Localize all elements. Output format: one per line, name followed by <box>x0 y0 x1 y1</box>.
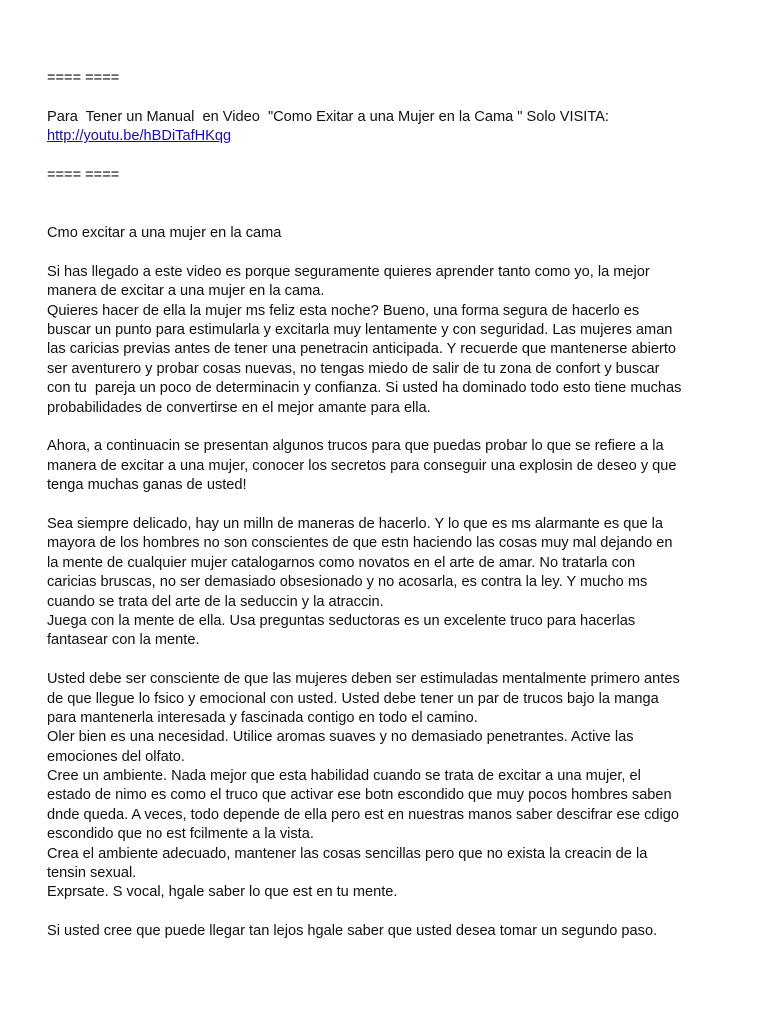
spacer <box>47 651 737 670</box>
separator-bottom: ==== ==== <box>47 166 120 183</box>
paragraph-line: Exprsate. S vocal, hgale saber lo que est en tu mente. <box>47 884 398 901</box>
paragraph-line: Cree un ambiente. Nada mejor que esta habilidad cuando se trata de excitar a una mujer, el <box>47 768 641 785</box>
paragraph <box>47 670 737 903</box>
promo-line: Para Tener un Manual en Video "Como Exitar a una Mujer en la Cama " Solo VISITA: <box>47 108 609 125</box>
paragraph <box>47 263 737 418</box>
separator-top: ==== ==== <box>47 70 120 86</box>
paragraph-line: la mente de cualquier mujer catalogarnos como novatos en el arte de amar. No tratarla con <box>47 554 636 571</box>
spacer <box>47 147 737 166</box>
document-page <box>47 69 737 942</box>
paragraph-line: Si has llegado a este video es porque seguramente quieres aprender tanto como yo, la mejor <box>47 263 650 280</box>
spacer <box>47 244 737 263</box>
paragraph-line: manera de excitar a una mujer, conocer los secretos para conseguir una explosin de deseo y que <box>47 457 677 474</box>
promo-link-line <box>47 127 737 146</box>
paragraph-line: emociones del olfato. <box>47 748 185 765</box>
paragraph-line: manera de excitar a una mujer en la cama. <box>47 283 325 300</box>
paragraph-line: tenga muchas ganas de usted! <box>47 477 247 494</box>
paragraph-line: mayora de los hombres no son conscientes de que estn haciendo las cosas muy mal dejando en <box>47 535 673 552</box>
paragraph-line: probabilidades de convertirse en el mejor amante para ella. <box>47 399 431 416</box>
paragraph <box>47 437 737 495</box>
paragraph-line: cuando se trata del arte de la seduccin y la atraccin. <box>47 593 384 610</box>
paragraph-line: con tu pareja un poco de determinacin y confianza. Si usted ha dominado todo esto tiene muchas <box>47 380 682 397</box>
paragraph-line: las caricias previas antes de tener una penetracin anticipada. Y recuerde que mantenerse abierto <box>47 341 677 358</box>
paragraph-line: Quieres hacer de ella la mujer ms feliz esta noche? Bueno, una forma segura de hacerlo es <box>47 302 640 319</box>
paragraph-line: buscar un punto para estimularla y excitarla muy lentamente y con seguridad. Las mujeres aman <box>47 322 673 339</box>
paragraph-line: Crea el ambiente adecuado, mantener las cosas sencillas pero que no exista la creacin de la <box>47 845 648 862</box>
paragraph <box>47 922 737 941</box>
paragraph-line: dnde queda. A veces, todo depende de ella pero est en nuestras manos saber descifrar ese cdigo <box>47 806 680 823</box>
article-body <box>47 263 737 942</box>
paragraph-line: fantasear con la mente. <box>47 632 200 649</box>
paragraph-line: para mantenerla interesada y fascinada contigo en todo el camino. <box>47 709 478 726</box>
spacer <box>47 903 737 922</box>
paragraph-line: estado de nimo es como el truco que activar ese botn escondido que muy pocos hombres saben <box>47 787 672 804</box>
spacer <box>47 88 737 107</box>
paragraph-line: tensin sexual. <box>47 865 137 882</box>
paragraph-line: Oler bien es una necesidad. Utilice aromas suaves y no demasiado penetrantes. Active las <box>47 729 634 746</box>
paragraph <box>47 515 737 651</box>
spacer <box>47 205 737 224</box>
spacer <box>47 418 737 437</box>
paragraph-line: de que llegue lo fsico y emocional con usted. Usted debe tener un par de trucos bajo la manga <box>47 690 659 707</box>
paragraph-line: Ahora, a continuacin se presentan algunos trucos para que puedas probar lo que se refiere a la <box>47 438 664 455</box>
article-title: Cmo excitar a una mujer en la cama <box>47 225 282 242</box>
paragraph-line: ser aventurero y probar cosas nuevas, no tengas miedo de salir de tu zona de confort y buscar <box>47 360 660 377</box>
paragraph-line: caricias bruscas, no ser demasiado obsesionado y no acosarla, es contra la ley. Y mucho ms <box>47 574 648 591</box>
paragraph-line: Usted debe ser consciente de que las mujeres deben ser estimuladas mentalmente primero antes <box>47 671 680 688</box>
youtube-link[interactable]: http://youtu.be/hBDiTafHKqg <box>47 128 232 145</box>
paragraph-line: Juega con la mente de ella. Usa preguntas seductoras es un excelente truco para hacerlas <box>47 612 636 629</box>
spacer <box>47 185 737 204</box>
paragraph-line: escondido que no est fcilmente a la vista. <box>47 826 314 843</box>
paragraph-line: Si usted cree que puede llegar tan lejos hgale saber que usted desea tomar un segundo paso. <box>47 923 658 940</box>
paragraph-line: Sea siempre delicado, hay un milln de maneras de hacerlo. Y lo que es ms alarmante es que la <box>47 515 663 532</box>
spacer <box>47 496 737 515</box>
